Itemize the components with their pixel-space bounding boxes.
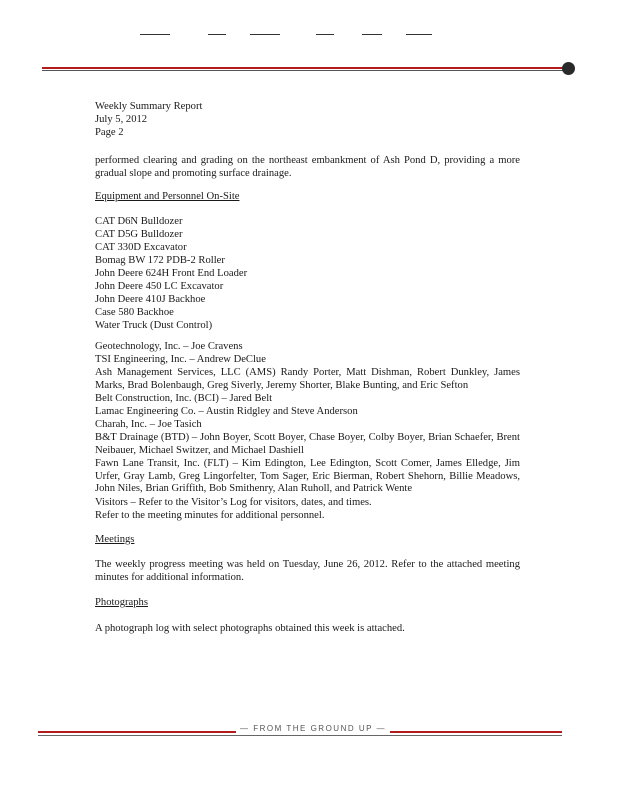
personnel-item: TSI Engineering, Inc. – Andrew DeClue <box>95 354 266 365</box>
equipment-item: CAT D5G Bulldozer <box>95 229 183 240</box>
meetings-heading: Meetings <box>95 534 135 545</box>
personnel-item: Belt Construction, Inc. (BCI) – Jared Belt <box>95 393 273 404</box>
personnel-item: Charah, Inc. – Joe Tasich <box>95 419 202 430</box>
equipment-item: John Deere 410J Backhoe <box>95 294 206 305</box>
report-title: Weekly Summary Report <box>95 101 203 112</box>
footer-rule-secondary <box>38 735 562 736</box>
personnel-item: Geotechnology, Inc. – Joe Cravens <box>95 341 243 352</box>
equipment-item: John Deere 450 LC Excavator <box>95 281 224 292</box>
equipment-item: John Deere 624H Front End Loader <box>95 268 248 279</box>
equipment-item: Bomag BW 172 PDB-2 Roller <box>95 255 225 266</box>
photographs-paragraph: A photograph log with select photographs obtained this week is attached. <box>95 623 405 634</box>
personnel-item: B&T Drainage (BTD) – John Boyer, Scott Boyer, Chase Boyer, Colby Boyer, Brian Schaefer, Brent Neibauer, Michael Switzer, and Michael Dashiell <box>95 432 520 456</box>
personnel-item: Lamac Engineering Co. – Austin Ridgley and Steve Anderson <box>95 406 358 417</box>
equipment-item: CAT D6N Bulldozer <box>95 216 183 227</box>
logo-mark-icon <box>562 62 575 75</box>
footer-slogan: — FROM THE GROUND UP — <box>236 724 390 733</box>
photographs-heading: Photographs <box>95 597 148 608</box>
personnel-item: Refer to the meeting minutes for additional personnel. <box>95 510 325 521</box>
equipment-heading: Equipment and Personnel On-Site <box>95 191 240 202</box>
personnel-item: Ash Management Services, LLC (AMS) Randy Porter, Matt Dishman, Robert Dunkley, James Marks, Brad Bolenbaugh, Greg Siverly, Jeremy Shorter, Blake Bunting, and Eric Sefton <box>95 367 520 391</box>
report-date: July 5, 2012 <box>95 114 148 125</box>
page-number: Page 2 <box>95 127 124 138</box>
personnel-item: Fawn Lane Transit, Inc. (FLT) – Kim Edington, Lee Edington, Scott Comer, James Elledge, Jim Urfer, Gray Lamb, Greg Lingorfelter, Tom Sager, Eric Bierman, Robert Shehorn, Billie Meadows, John Niles, Brian Griffith, Bob Smithenry, Alan Ruholl, and Patrick Wente <box>95 458 520 494</box>
equipment-item: Case 580 Backhoe <box>95 307 174 318</box>
personnel-item: Visitors – Refer to the Visitor’s Log for visitors, dates, and times. <box>95 497 372 508</box>
equipment-item: CAT 330D Excavator <box>95 242 187 253</box>
header-rule <box>42 67 567 69</box>
header-rule-secondary <box>42 70 567 71</box>
equipment-item: Water Truck (Dust Control) <box>95 320 213 331</box>
meetings-paragraph: The weekly progress meeting was held on Tuesday, June 26, 2012. Refer to the attached meeting minutes for additional information. <box>95 559 520 583</box>
intro-paragraph: performed clearing and grading on the northeast embankment of Ash Pond D, providing a more gradual slope and promoting surface drainage. <box>95 155 520 179</box>
